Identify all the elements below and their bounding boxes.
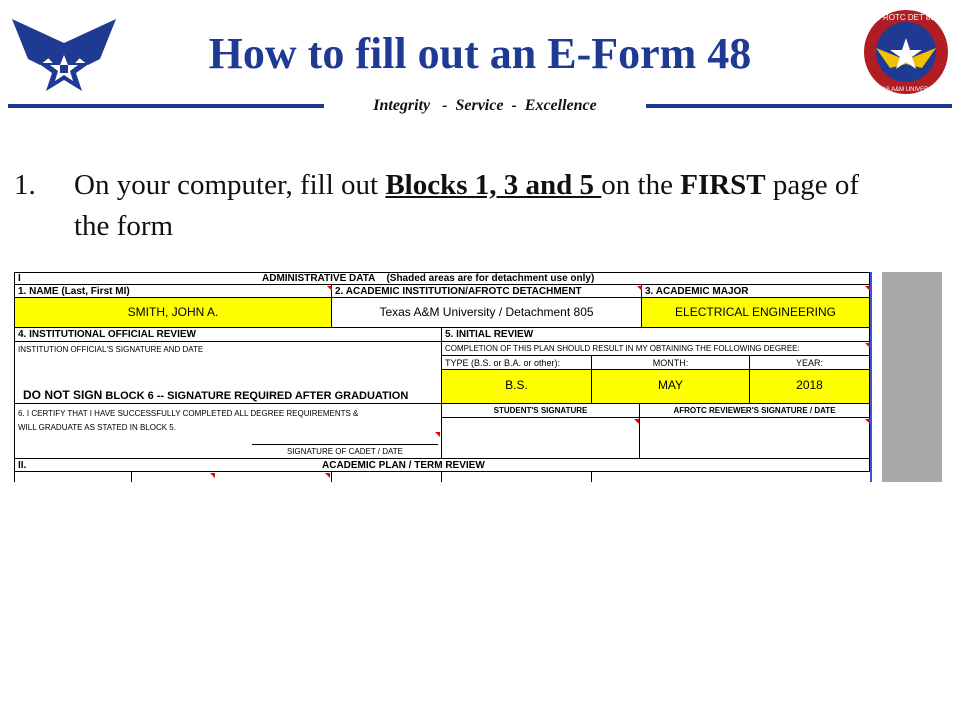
step-text-blocks: Blocks 1, 3 and 5	[385, 169, 602, 201]
block-2-institution-field[interactable]: Texas A&M University / Detachment 805	[332, 298, 642, 328]
block-3-major-field[interactable]: ELECTRICAL ENGINEERING	[642, 298, 870, 328]
comment-marker	[435, 432, 440, 437]
plan-cell-4	[442, 472, 592, 482]
block-2-label: 2. ACADEMIC INSTITUTION/AFROTC DETACHMENT	[332, 285, 642, 298]
comment-marker	[210, 473, 215, 478]
block-5-label: 5. INITIAL REVIEW	[442, 328, 870, 342]
block-1-label: 1. NAME (Last, First MI)	[14, 285, 332, 298]
degree-month-label: MONTH:	[592, 356, 750, 370]
section-1-note: (Shaded areas are for detachment use only)	[386, 273, 595, 284]
afrotc-patch-icon	[862, 8, 950, 96]
form-grid	[14, 272, 870, 482]
degree-type-field[interactable]: B.S.	[442, 370, 592, 404]
block-4-signature-area[interactable]	[14, 342, 442, 386]
patch-text-bottom: TEXAS A&M UNIVERSITY	[870, 87, 942, 93]
comment-marker	[634, 419, 639, 424]
degree-year-field[interactable]: 2018	[750, 370, 870, 404]
step-text	[74, 165, 864, 247]
plan-cell-3	[332, 472, 442, 482]
comment-marker	[327, 286, 332, 291]
block-5-sub-label: COMPLETION OF THIS PLAN SHOULD RESULT IN MY OBTAINING THE FOLLOWING DEGREE:	[442, 342, 870, 356]
step-number: 1.	[14, 169, 36, 201]
cadet-signature-line	[252, 444, 438, 445]
plan-cell-2	[132, 472, 332, 482]
patch-text-top: AFROTC DET 805	[872, 13, 940, 22]
comment-marker	[637, 286, 642, 291]
student-signature-label: STUDENT'S SIGNATURE	[442, 404, 640, 418]
block-4-sub-label: INSTITUTION OFFICIAL'S SIGNATURE AND DATE	[18, 345, 204, 354]
reviewer-signature-label: AFROTC REVIEWER'S SIGNATURE / DATE	[640, 404, 870, 418]
sheet-sidebar	[882, 272, 942, 482]
block-3-label: 3. ACADEMIC MAJOR	[642, 285, 870, 298]
degree-year-label: YEAR:	[750, 356, 870, 370]
step-text-part1: On your computer, fill out	[74, 169, 386, 201]
block-6-line-2: WILL GRADUATE AS STATED IN BLOCK 5.	[18, 423, 176, 432]
header-rule-right	[646, 104, 952, 108]
section-1-title-wrap	[262, 272, 682, 285]
degree-type-label: TYPE (B.S. or B.A. or other):	[442, 356, 592, 370]
do-not-sign-bold: DO NOT SIGN	[23, 388, 103, 402]
step-text-part2: on the	[601, 169, 681, 201]
comment-marker	[325, 473, 330, 478]
block-1-name-field[interactable]: SMITH, JOHN A.	[14, 298, 332, 328]
tagline: Integrity - Service - Excellence	[373, 97, 597, 114]
afrotc-det-805-patch	[862, 8, 950, 96]
page-title: How to fill out an E-Form 48	[208, 29, 752, 78]
reviewer-signature-field[interactable]	[640, 418, 870, 459]
step-text-part3: page of the form	[74, 169, 860, 242]
student-signature-field[interactable]	[442, 418, 640, 459]
cadet-signature-label: SIGNATURE OF CADET / DATE	[286, 447, 403, 456]
e-form-48-excerpt	[14, 272, 942, 482]
block-6-line-1: 6. I CERTIFY THAT I HAVE SUCCESSFULLY COMPLETED ALL DEGREE REQUIREMENTS &	[18, 409, 359, 418]
do-not-sign-rest: BLOCK 6 -- SIGNATURE REQUIRED AFTER GRADUATION	[102, 390, 409, 402]
section-2-title: ACADEMIC PLAN / TERM REVIEW	[322, 460, 485, 471]
do-not-sign-note	[14, 386, 442, 404]
plan-cell-1	[14, 472, 132, 482]
section-1-title: ADMINISTRATIVE DATA	[262, 273, 376, 284]
header-rule-left	[8, 104, 324, 108]
section-1-number: I	[18, 273, 21, 284]
step-text-first: FIRST	[680, 169, 766, 201]
section-2-number: II.	[18, 460, 27, 471]
block-4-label: 4. INSTITUTIONAL OFFICIAL REVIEW	[14, 328, 442, 342]
degree-month-field[interactable]: MAY	[592, 370, 750, 404]
